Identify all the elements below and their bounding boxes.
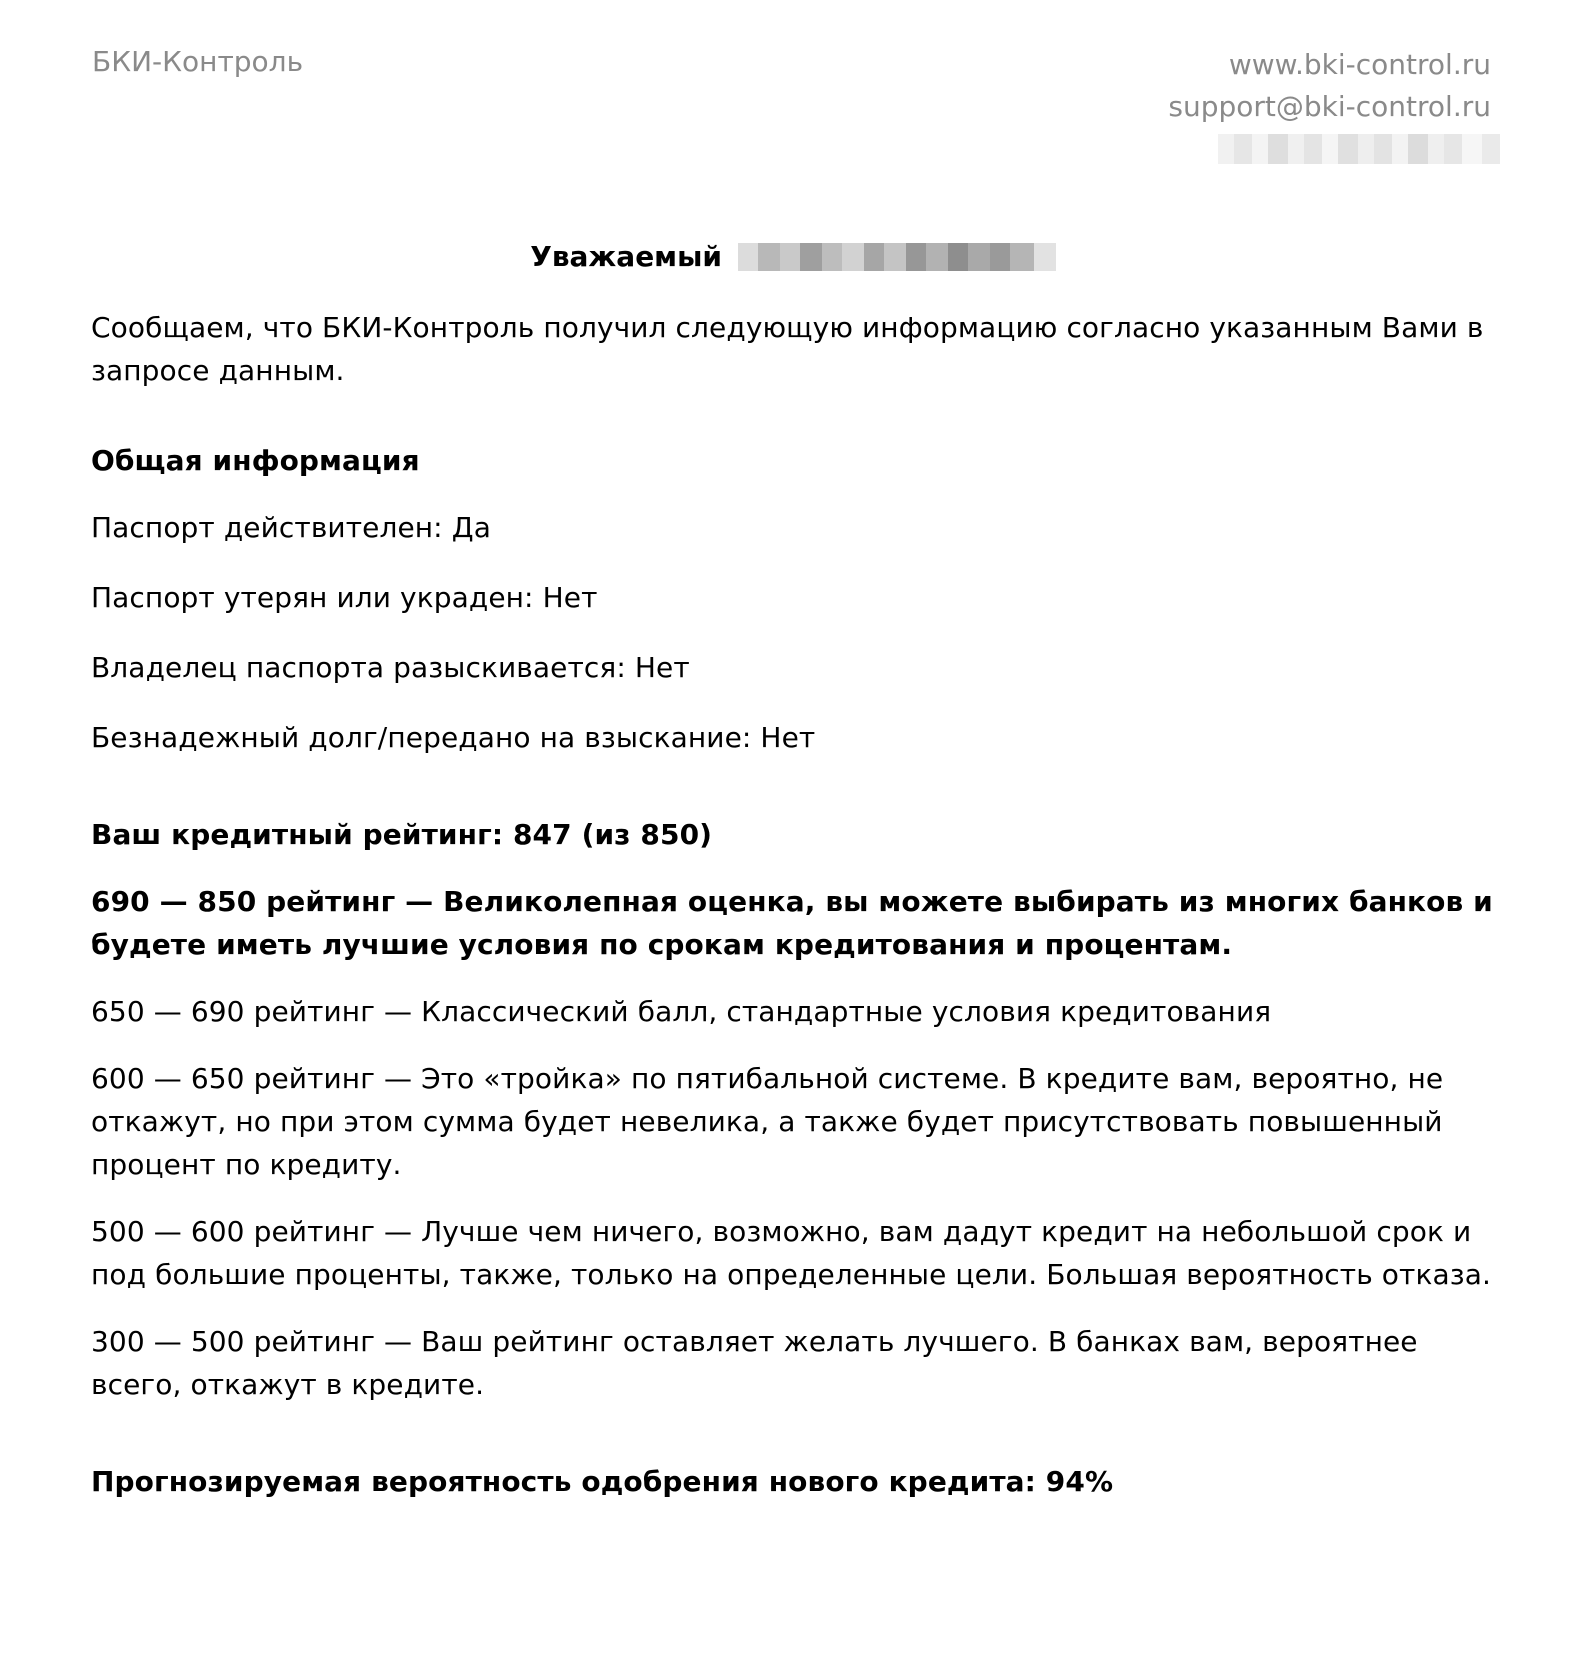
rating-range: 300 — 500 рейтинг — Ваш рейтинг оставляет желать лучшего. В банках вам, вероятнее всего, откажут в кредите. xyxy=(91,1325,1418,1401)
general-info-heading: Общая информация xyxy=(91,444,420,477)
rating-range-highlighted: 690 — 850 рейтинг — Великолепная оценка, вы можете выбирать из многих банков и будете иметь лучшие условия по срокам кредитования и процентам. xyxy=(91,885,1493,961)
salutation: Уважаемый xyxy=(530,240,723,273)
document-body xyxy=(91,306,1511,1503)
greeting-line xyxy=(0,238,1586,275)
rating-range: 650 — 690 рейтинг — Классический балл, стандартные условия кредитования xyxy=(91,995,1272,1028)
rating-range: 600 — 650 рейтинг — Это «тройка» по пятибальной системе. В кредите вам, вероятно, не откажут, но при этом сумма будет невелика, а также будет присутствовать повышенный процент по кредиту. xyxy=(91,1062,1444,1181)
rating-range: 500 — 600 рейтинг — Лучше чем ничего, возможно, вам дадут кредит на небольшой срок и под большие проценты, также, только на определенные цели. Большая вероятность отказа. xyxy=(91,1215,1491,1291)
general-info-item: Владелец паспорта разыскивается: Нет xyxy=(91,651,690,684)
support-email-link[interactable]: support@bki-control.ru xyxy=(1168,90,1491,123)
general-info-item: Паспорт утерян или украден: Нет xyxy=(91,581,598,614)
contact-block xyxy=(1168,44,1491,128)
redacted-phone xyxy=(1218,134,1500,164)
general-info-item: Безнадежный долг/передано на взыскание: Нет xyxy=(91,721,816,754)
intro-paragraph: Сообщаем, что БКИ-Контроль получил следующую информацию согласно указанным Вами в запросе данным. xyxy=(91,311,1484,387)
approval-forecast: Прогнозируемая вероятность одобрения нового кредита: 94% xyxy=(91,1465,1114,1498)
general-info-item: Паспорт действителен: Да xyxy=(91,511,491,544)
brand-name: БКИ-Контроль xyxy=(92,45,304,78)
redacted-recipient-name xyxy=(738,243,1056,271)
website-link[interactable]: www.bki-control.ru xyxy=(1228,48,1491,81)
credit-score-summary: Ваш кредитный рейтинг: 847 (из 850) xyxy=(91,818,713,851)
